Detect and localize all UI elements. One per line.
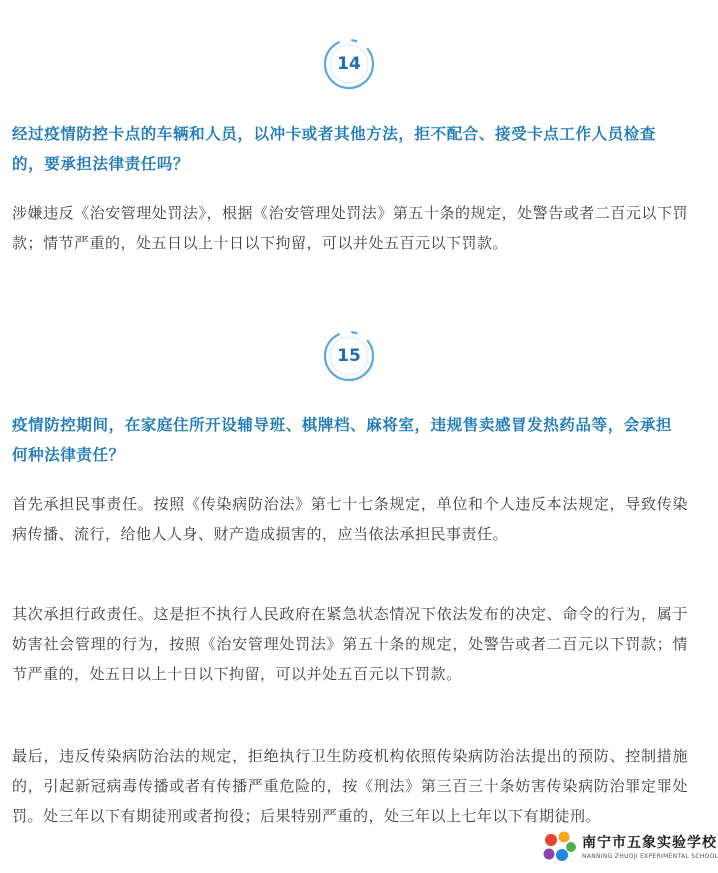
answer-paragraph: 涉嫌违反《治安管理处罚法》，根据《治安管理处罚法》第五十条的规定，处警告或者二百元以下罚款；情节严重的，处五日以上十日以下拘留，可以并处五百元以下罚款。 bbox=[12, 204, 688, 252]
school-emblem-icon bbox=[540, 830, 578, 866]
answer-paragraph: 首先承担民事责任。按照《传染病防治法》第七十七条规定，单位和个人违反本法规定，导致传染病传播、流行，给他人人身、财产造成损害的，应当依法承担民事责任。 bbox=[12, 495, 688, 543]
section-number: 14 bbox=[337, 54, 361, 74]
question-title: 疫情防控期间，在家庭住所开设辅导班、棋牌档、麻将室，违规售卖感冒发热药品等，会承担何种法律责任？ bbox=[12, 416, 673, 464]
answer-paragraph: 其次承担行政责任。这是拒不执行人民政府在紧急状态情况下依法发布的决定、命令的行为，属于妨害社会管理的行为，按照《治安管理处罚法》第五十条的规定，处警告或者二百元以下罚款；情节严重的，处五日以上十日以下拘留，可以并处五百元以下罚款。 bbox=[12, 605, 688, 683]
school-name-cn: 南宁市五象实验学校 bbox=[582, 835, 717, 851]
school-name-en: NANNING ZHUOJI EXPERIMENTAL SCHOOL bbox=[582, 853, 718, 860]
section-15-badge bbox=[323, 330, 375, 382]
school-logo bbox=[540, 828, 718, 868]
answer-paragraph: 最后，违反传染病防治法的规定，拒绝执行卫生防疫机构依照传染病防治法提出的预防、控制措施的，引起新冠病毒传播或者有传播严重危险的，按《刑法》第三百三十条妨害传染病防治罪定罪处罚。处三年以下有期徒刑或者拘役；后果特别严重的，处三年以上七年以下有期徒刑。 bbox=[12, 747, 688, 825]
section-number: 15 bbox=[337, 346, 361, 366]
question-title: 经过疫情防控卡点的车辆和人员，以冲卡或者其他方法，拒不配合、接受卡点工作人员检查的，要承担法律责任吗？ bbox=[12, 125, 657, 173]
section-14-badge bbox=[323, 38, 375, 90]
